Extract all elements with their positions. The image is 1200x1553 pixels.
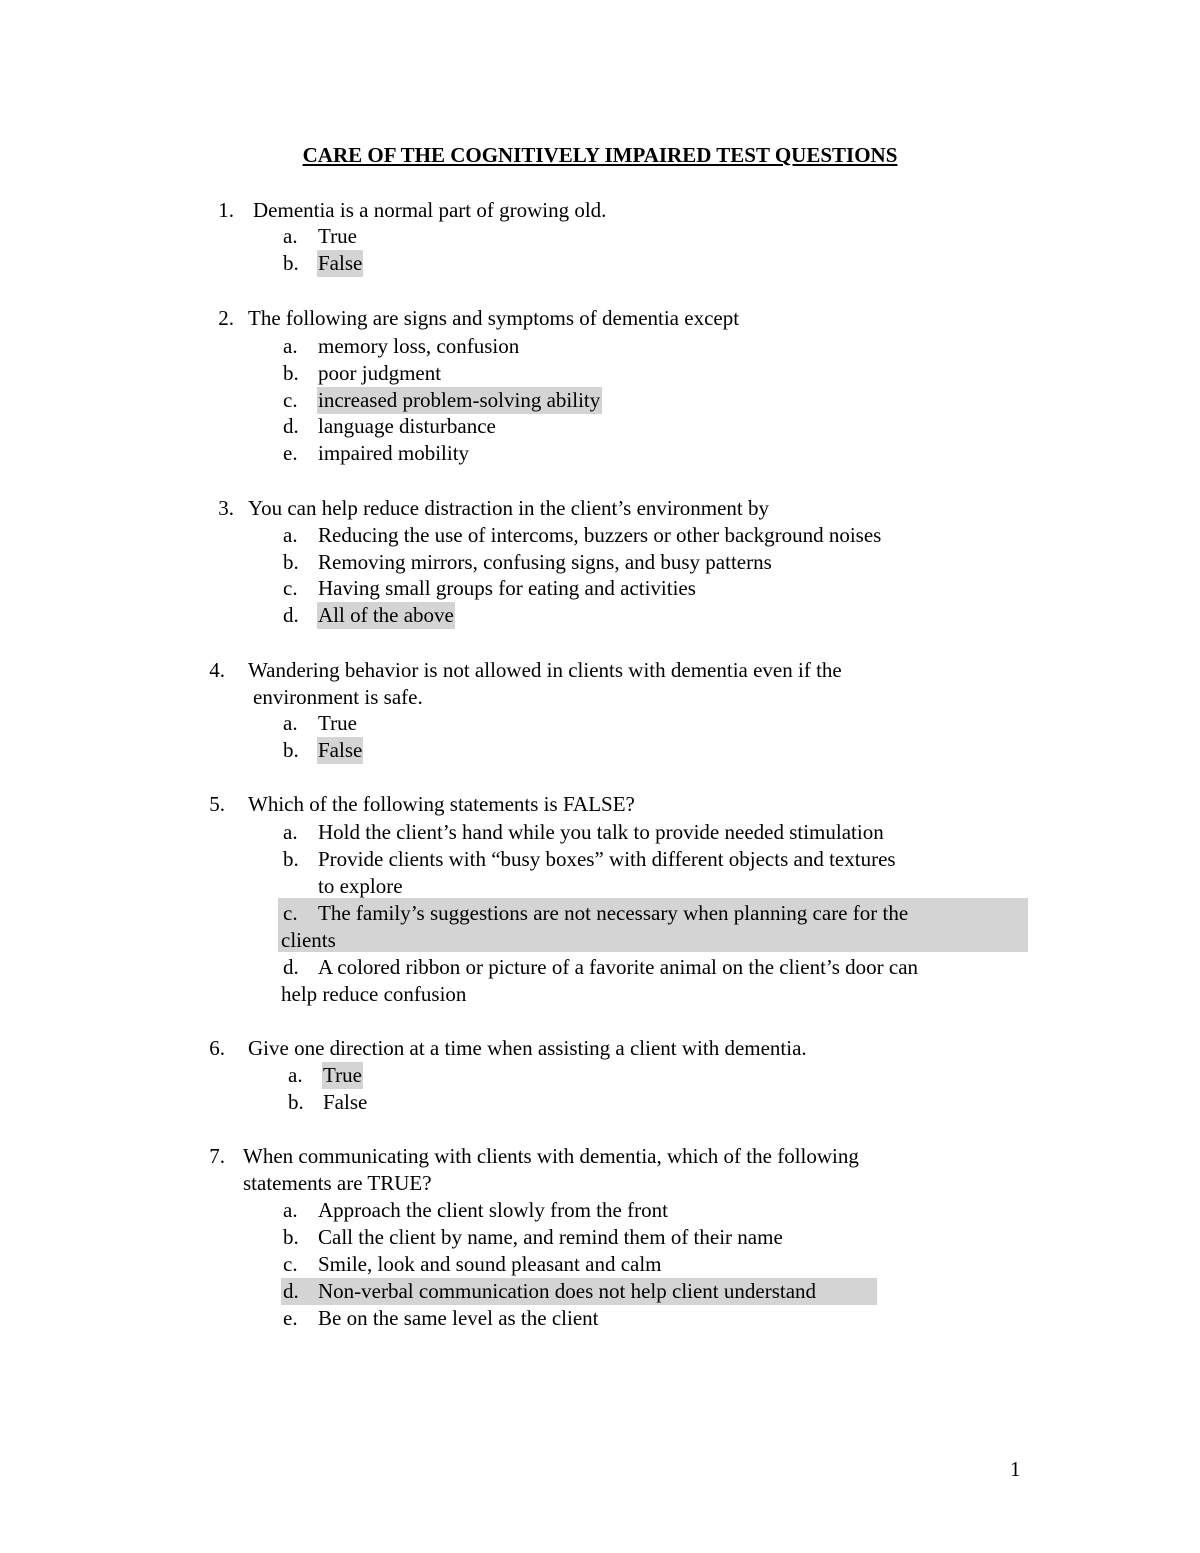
question-4-text: Wandering behavior is not allowed in clients with dementia even if the bbox=[248, 658, 842, 682]
q3-option-c-text: Having small groups for eating and activities bbox=[318, 576, 696, 600]
q3-option-d-text: All of the above bbox=[318, 603, 454, 627]
q7-option-c-letter: c. bbox=[283, 1252, 298, 1276]
q7-option-c-text: Smile, look and sound pleasant and calm bbox=[318, 1252, 662, 1276]
q3-option-b-letter: b. bbox=[283, 550, 299, 574]
q2-option-c-text: increased problem-solving ability bbox=[318, 388, 601, 412]
q2-option-a-text: memory loss, confusion bbox=[318, 334, 520, 358]
q1-option-b-letter: b. bbox=[283, 251, 299, 275]
q4-option-a-letter: a. bbox=[283, 711, 298, 735]
q7-option-b-text: Call the client by name, and remind them of their name bbox=[318, 1225, 783, 1249]
q5-option-c-text: The family’s suggestions are not necessary when planning care for the bbox=[318, 901, 909, 925]
q6-option-b-text: False bbox=[323, 1090, 368, 1114]
q5-option-d-letter: d. bbox=[283, 955, 299, 979]
q1-option-a-letter: a. bbox=[283, 224, 298, 248]
q2-option-e-letter: e. bbox=[283, 441, 298, 465]
question-3-number: 3. bbox=[218, 496, 234, 520]
q6-option-b-letter: b. bbox=[288, 1090, 304, 1114]
q4-option-b-text: False bbox=[318, 738, 363, 762]
q2-option-c-letter: c. bbox=[283, 388, 298, 412]
q5-option-b-letter: b. bbox=[283, 847, 299, 871]
q3-option-d-letter: d. bbox=[283, 603, 299, 627]
q3-option-c-letter: c. bbox=[283, 576, 298, 600]
q7-option-e-text: Be on the same level as the client bbox=[318, 1306, 599, 1330]
page-number: 1 bbox=[1010, 1457, 1021, 1481]
question-3-text: You can help reduce distraction in the client’s environment by bbox=[248, 496, 769, 520]
q5-option-b-text-line2: to explore bbox=[318, 874, 403, 898]
page-title: CARE OF THE COGNITIVELY IMPAIRED TEST QUESTIONS bbox=[302, 143, 898, 167]
q2-option-b-letter: b. bbox=[283, 361, 299, 385]
q2-option-b-text: poor judgment bbox=[318, 361, 442, 385]
question-4-text-line2: environment is safe. bbox=[253, 685, 423, 709]
q5-option-c-letter: c. bbox=[283, 901, 298, 925]
q5-option-c-text-line2: clients bbox=[281, 928, 336, 952]
q1-option-a-text: True bbox=[318, 224, 357, 248]
question-5-text: Which of the following statements is FALSE? bbox=[248, 792, 635, 816]
q7-option-a-letter: a. bbox=[283, 1198, 298, 1222]
q3-option-b-text: Removing mirrors, confusing signs, and busy patterns bbox=[318, 550, 772, 574]
q2-option-d-letter: d. bbox=[283, 414, 299, 438]
q2-option-e-text: impaired mobility bbox=[318, 441, 470, 465]
q3-option-a-letter: a. bbox=[283, 523, 298, 547]
q5-option-a-letter: a. bbox=[283, 820, 298, 844]
question-2-number: 2. bbox=[218, 306, 234, 330]
q4-option-b-letter: b. bbox=[283, 738, 299, 762]
question-7-number: 7. bbox=[209, 1144, 225, 1168]
question-1-text: Dementia is a normal part of growing old. bbox=[253, 198, 607, 222]
question-4-number: 4. bbox=[209, 658, 225, 682]
q5-option-d-text-line2: help reduce confusion bbox=[281, 982, 467, 1006]
q6-option-a-letter: a. bbox=[288, 1063, 303, 1087]
question-2-text: The following are signs and symptoms of dementia except bbox=[248, 306, 740, 330]
q2-option-a-letter: a. bbox=[283, 334, 298, 358]
q6-option-a-text: True bbox=[323, 1063, 362, 1087]
q2-option-d-text: language disturbance bbox=[318, 414, 496, 438]
question-7-text: When communicating with clients with dementia, which of the following bbox=[243, 1144, 859, 1168]
question-1-number: 1. bbox=[218, 198, 234, 222]
q7-option-d-text: Non-verbal communication does not help client understand bbox=[318, 1279, 817, 1303]
q7-option-d-letter: d. bbox=[283, 1279, 299, 1303]
question-6-number: 6. bbox=[209, 1036, 225, 1060]
q4-option-a-text: True bbox=[318, 711, 357, 735]
q7-option-b-letter: b. bbox=[283, 1225, 299, 1249]
q5-option-b-text: Provide clients with “busy boxes” with different objects and textures bbox=[318, 847, 896, 871]
q7-option-e-letter: e. bbox=[283, 1306, 298, 1330]
q1-option-b-text: False bbox=[318, 251, 363, 275]
question-6-text: Give one direction at a time when assisting a client with dementia. bbox=[248, 1036, 807, 1060]
question-5-number: 5. bbox=[209, 792, 225, 816]
q3-option-a-text: Reducing the use of intercoms, buzzers or other background noises bbox=[318, 523, 882, 547]
q5-option-a-text: Hold the client’s hand while you talk to provide needed stimulation bbox=[318, 820, 884, 844]
question-7-text-line2: statements are TRUE? bbox=[243, 1171, 432, 1195]
q5-option-d-text: A colored ribbon or picture of a favorite animal on the client’s door can bbox=[318, 955, 919, 979]
q7-option-a-text: Approach the client slowly from the front bbox=[318, 1198, 668, 1222]
